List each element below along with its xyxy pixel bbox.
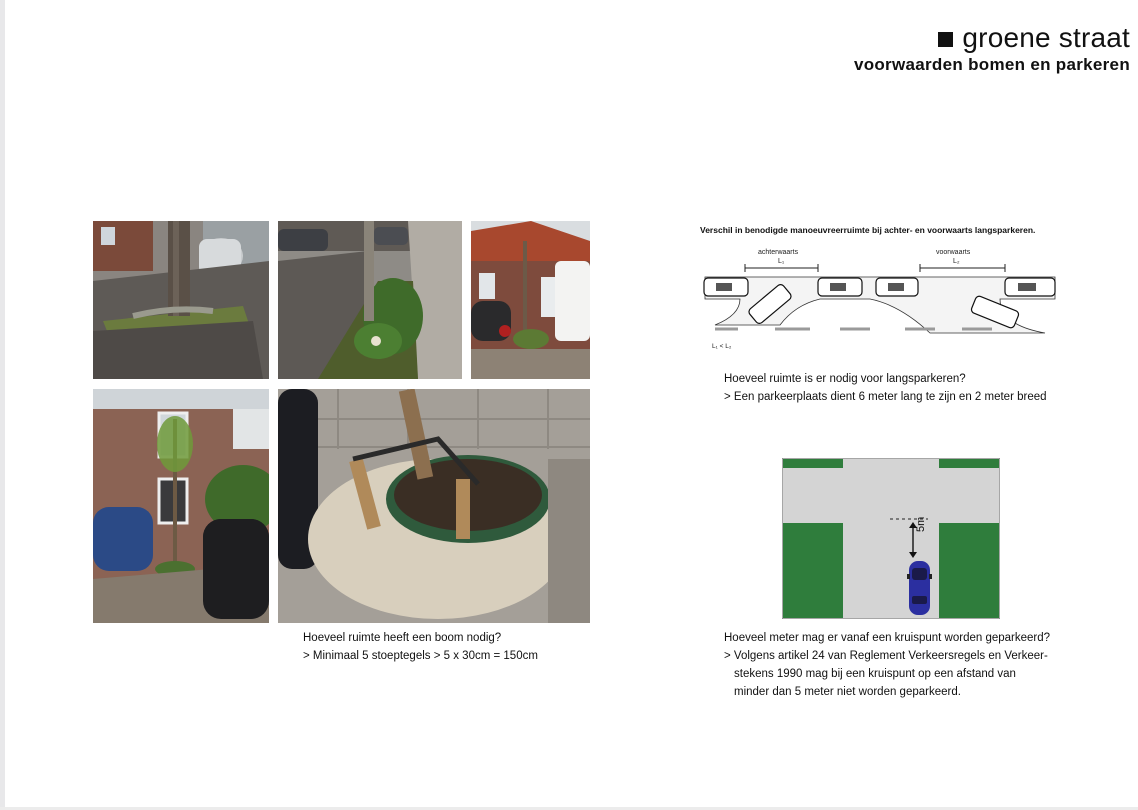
- parking-maneuver-diagram: [700, 225, 1064, 357]
- label-backward: achterwaarts: [758, 249, 799, 256]
- tree-pit-closeup-photo: [278, 389, 590, 623]
- label-backward-length: L₁: [778, 258, 785, 265]
- crossing-distance-caption: [724, 629, 1050, 701]
- page-header: [854, 22, 1130, 75]
- length-comparison-note: L₁ < L₂: [712, 343, 732, 350]
- tree-space-question: Hoeveel ruimte heeft een boom nodig?: [303, 632, 502, 644]
- parking-space-answer: > Een parkeerplaats dient 6 meter lang te zijn en 2 meter breed: [724, 391, 1047, 403]
- young-tree-street-photo: [93, 389, 269, 623]
- distance-label: 5m: [915, 516, 927, 532]
- tree-space-answer: > Minimaal 5 stoeptegels > 5 x 30cm = 150cm: [303, 650, 538, 662]
- planted-tree-bed-photo: [278, 221, 462, 379]
- intersection-drawing: [782, 458, 1000, 619]
- parking-diagram-drawing: [700, 225, 1064, 357]
- crossing-answer-line2: stekens 1990 mag bij een kruispunt op een afstand van: [734, 668, 1016, 680]
- page-title: [854, 22, 1130, 54]
- page-edge: [0, 0, 5, 810]
- label-forward: voorwaarts: [936, 249, 971, 256]
- crossing-question: Hoeveel meter mag er vanaf een kruispunt worden geparkeerd?: [724, 632, 1051, 644]
- parking-space-question: Hoeveel ruimte is er nodig voor langsparkeren?: [724, 373, 966, 385]
- intersection-diagram: [782, 458, 1000, 619]
- tree-space-caption: [303, 629, 538, 665]
- parking-diagram-title: Verschil in benodigde manoeuvreerruimte bij achter- en voorwaarts langsparkeren.: [700, 225, 1036, 235]
- square-bullet-icon: [938, 32, 953, 47]
- tree-by-house-photo: [471, 221, 590, 379]
- tree-in-planter-photo: [93, 221, 269, 379]
- page-title-text: groene straat: [962, 22, 1130, 53]
- crossing-answer-line1: > Volgens artikel 24 van Reglement Verkeersregels en Verkeer-: [724, 650, 1048, 662]
- parking-space-caption: [724, 370, 1047, 406]
- label-forward-length: L₂: [953, 258, 960, 265]
- page-subtitle: voorwaarden bomen en parkeren: [853, 55, 1130, 74]
- crossing-answer-line3: minder dan 5 meter niet worden geparkeerd.: [734, 686, 961, 698]
